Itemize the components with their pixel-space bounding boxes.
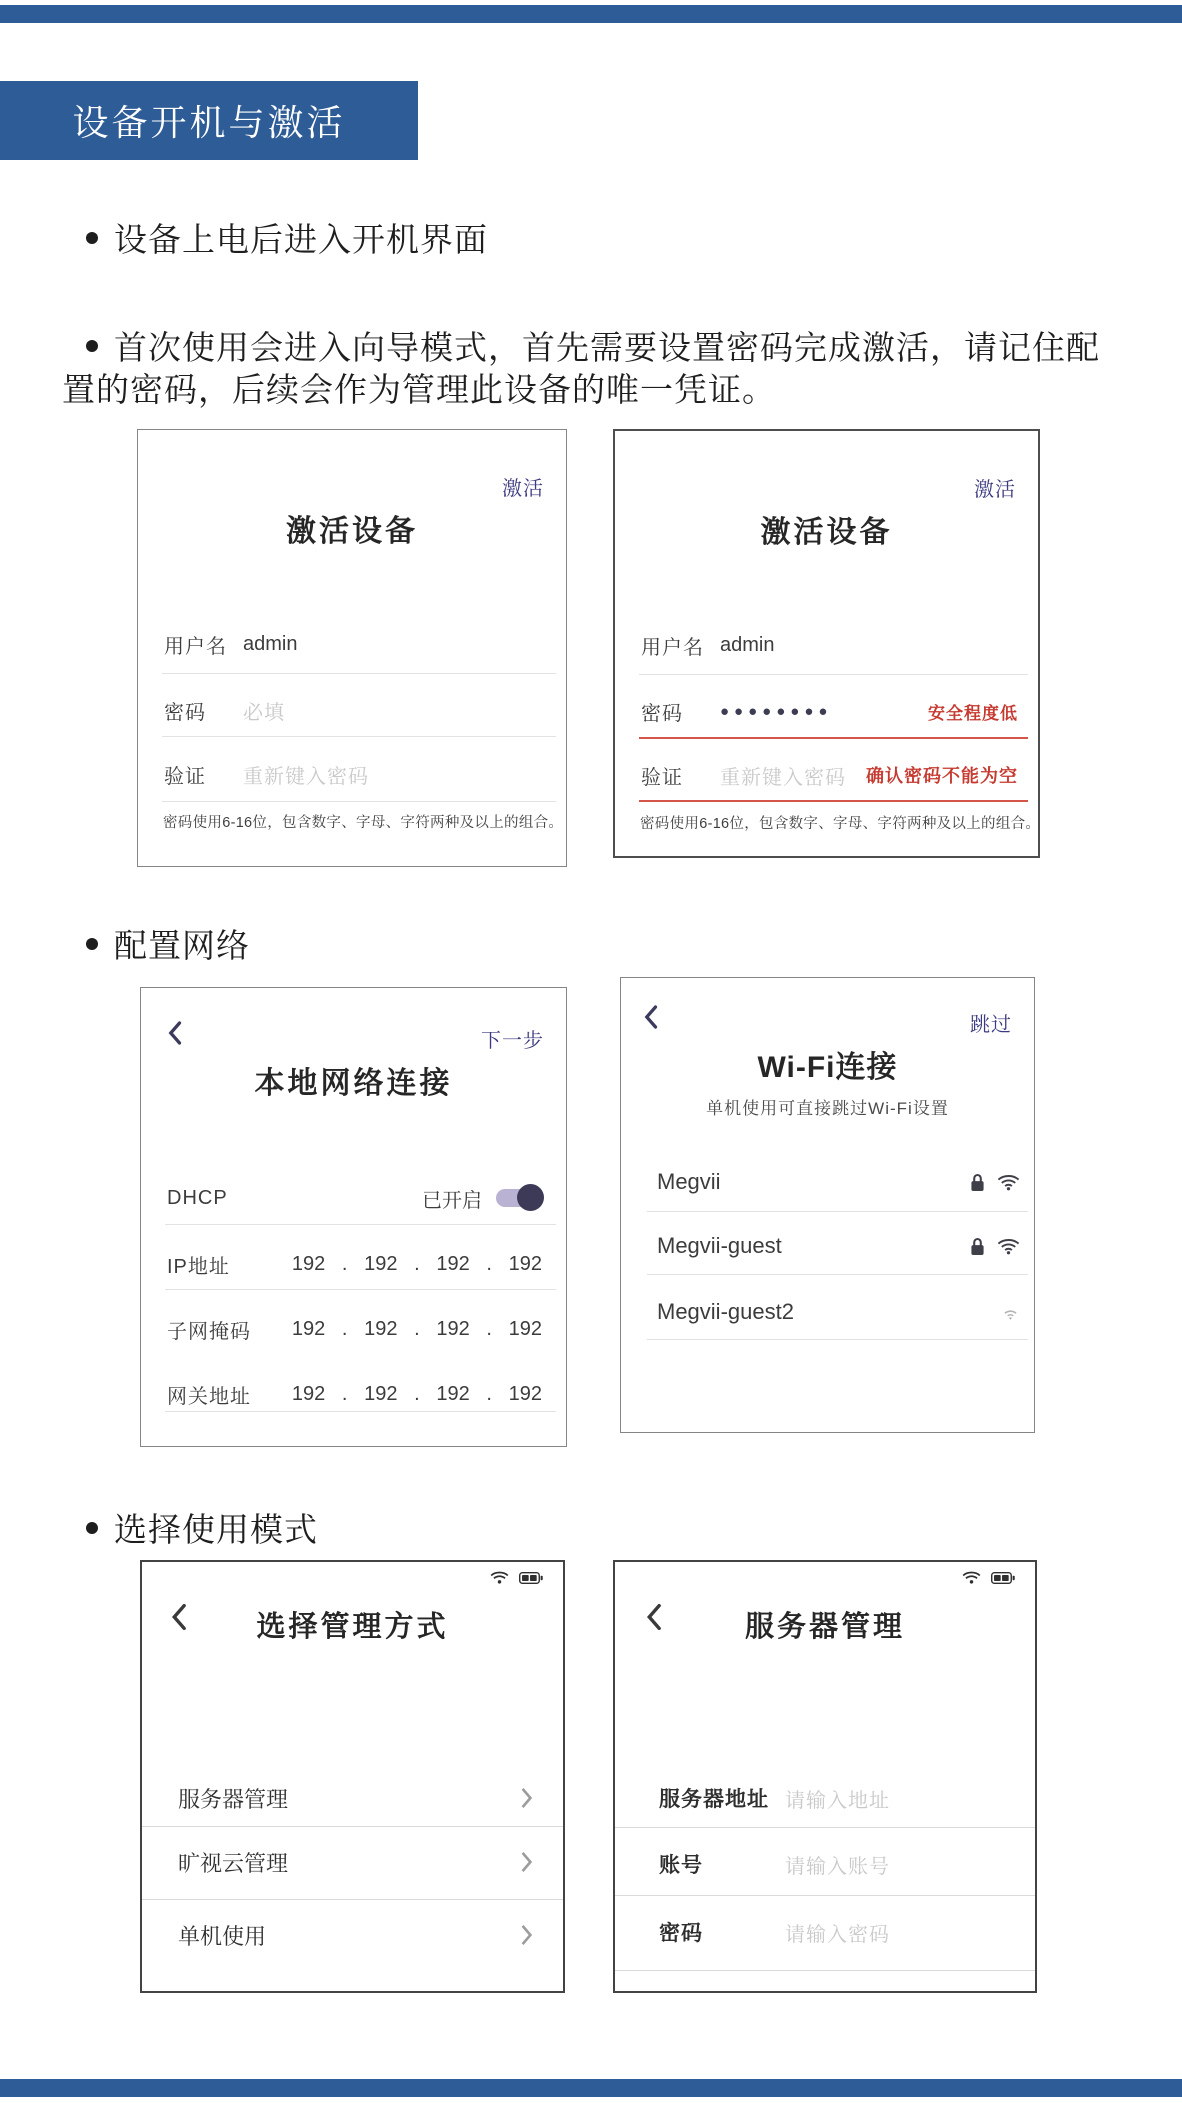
- username-row: [641, 627, 1018, 663]
- dhcp-toggle[interactable]: [496, 1189, 542, 1207]
- skip-button[interactable]: 跳过: [970, 1014, 1012, 1036]
- ip-row: [167, 1246, 542, 1282]
- subnet-label: 子网掩码: [167, 1320, 251, 1343]
- page-title: Wi-Fi连接: [757, 1051, 898, 1084]
- toggle-knob: [517, 1184, 544, 1211]
- chevron-right-icon: [520, 1786, 533, 1810]
- username-label: 用户名: [164, 635, 227, 658]
- wifi-network-row[interactable]: [657, 1228, 1020, 1264]
- server-address-row: [659, 1780, 1011, 1816]
- dhcp-label: DHCP: [167, 1186, 228, 1209]
- account-field[interactable]: 请输入账号: [785, 1855, 890, 1878]
- server-address-field[interactable]: 请输入地址: [785, 1789, 890, 1812]
- row-divider: [615, 1827, 1035, 1828]
- mode-item-label: 旷视云管理: [178, 1850, 289, 1876]
- mode-item-label: 服务器管理: [178, 1786, 289, 1812]
- subnet-row: [167, 1311, 542, 1347]
- wifi-ssid: Megvii-guest2: [657, 1299, 794, 1324]
- verify-row: [641, 757, 1018, 793]
- wifi-subtitle: 单机使用可直接跳过Wi-Fi设置: [706, 1099, 949, 1118]
- section-title: 设备开机与激活: [72, 102, 346, 143]
- page-title: 服务器管理: [744, 1611, 905, 1643]
- row-divider: [165, 1224, 556, 1225]
- gateway-label: 网关地址: [167, 1385, 251, 1408]
- row-divider: [162, 736, 556, 737]
- password-label: 密码: [641, 702, 683, 725]
- dhcp-row: [167, 1180, 542, 1216]
- verify-row: [164, 756, 542, 792]
- battery-icon: [519, 1571, 543, 1585]
- page-title: 选择管理方式: [256, 1611, 449, 1643]
- password-value-masked[interactable]: ●●●●●●●●: [720, 702, 833, 720]
- bullet-power-on-text: 设备上电后进入开机界面: [114, 221, 488, 258]
- back-button[interactable]: [167, 1020, 182, 1046]
- screenshot-activation-filled: [613, 429, 1040, 858]
- activate-button[interactable]: 激活: [974, 479, 1016, 501]
- username-value[interactable]: admin: [243, 632, 298, 655]
- gateway-row: [167, 1376, 542, 1412]
- wifi-ssid: Megvii-guest: [657, 1233, 782, 1258]
- row-divider: [165, 1289, 556, 1290]
- chevron-left-icon: [171, 1023, 180, 1043]
- bullet-select-mode: [86, 1504, 318, 1551]
- password-row: [164, 692, 542, 728]
- bullet-dot: [86, 938, 98, 950]
- wifi-network-row[interactable]: [657, 1294, 1020, 1330]
- section-title-badge: [0, 81, 418, 160]
- bullet-configure-network: [86, 920, 250, 967]
- battery-icon: [991, 1571, 1015, 1585]
- row-divider-error: [639, 737, 1028, 739]
- verify-field[interactable]: 重新键入密码: [720, 766, 846, 789]
- row-divider: [647, 1274, 1028, 1275]
- row-divider: [647, 1339, 1028, 1340]
- chevron-right-icon: [520, 1850, 533, 1874]
- screenshot-wifi: [620, 977, 1035, 1433]
- row-divider: [142, 1826, 563, 1827]
- lock-icon: [970, 1173, 985, 1192]
- password-rule-note: 密码使用6-16位，包含数字、字母、字符两种及以上的组合。: [163, 815, 564, 831]
- bullet-select-mode-text: 选择使用模式: [114, 1511, 318, 1548]
- bullet-dot: [86, 232, 98, 244]
- server-password-label: 密码: [659, 1922, 703, 1945]
- activate-button[interactable]: 激活: [502, 478, 544, 500]
- wifi-ssid: Megvii: [657, 1169, 721, 1194]
- row-divider: [142, 1899, 563, 1900]
- page-title: 激活设备: [760, 516, 893, 549]
- wifi-status-icon: [962, 1570, 981, 1585]
- password-row: [641, 693, 1018, 729]
- page-title: 激活设备: [286, 515, 418, 548]
- next-step-button[interactable]: 下一步: [481, 1030, 544, 1052]
- bullet-wizard-text-line1: 首次使用会进入向导模式，首先需要设置密码完成激活，请记住配: [114, 329, 1100, 366]
- screenshot-local-network: [140, 987, 567, 1447]
- screenshot-server-management: [613, 1560, 1037, 1993]
- row-divider-error: [639, 800, 1028, 802]
- verify-label: 验证: [164, 765, 206, 788]
- row-divider: [647, 1211, 1028, 1212]
- password-strength-warning: 安全程度低: [928, 703, 1018, 723]
- top-accent-bar: [0, 5, 1182, 23]
- subnet-value[interactable]: 192 . 192 . 192 . 192: [291, 1317, 542, 1340]
- page-title: 本地网络连接: [254, 1067, 453, 1100]
- mode-item-cloud[interactable]: [178, 1844, 533, 1880]
- bottom-accent-bar: [0, 2079, 1182, 2097]
- verify-error: 确认密码不能为空: [866, 766, 1018, 786]
- bullet-configure-network-text: 配置网络: [114, 927, 250, 964]
- mode-item-standalone[interactable]: [178, 1917, 533, 1953]
- username-value[interactable]: admin: [720, 633, 775, 656]
- mode-item-label: 单机使用: [178, 1923, 267, 1949]
- status-bar: [962, 1570, 1015, 1585]
- row-divider: [162, 673, 556, 674]
- account-row: [659, 1846, 1011, 1882]
- password-row: [659, 1914, 1011, 1950]
- chevron-right-icon: [520, 1923, 533, 1947]
- row-divider: [639, 674, 1028, 675]
- status-bar: [490, 1570, 543, 1585]
- gateway-value[interactable]: 192 . 192 . 192 . 192: [291, 1382, 542, 1405]
- bullet-dot: [86, 1522, 98, 1534]
- wifi-weak-icon: [1001, 1305, 1020, 1320]
- ip-label: IP地址: [167, 1255, 230, 1278]
- server-address-label: 服务器地址: [659, 1788, 769, 1811]
- password-rule-note: 密码使用6-16位，包含数字、字母、字符两种及以上的组合。: [640, 816, 1041, 832]
- row-divider: [615, 1895, 1035, 1896]
- wifi-network-row[interactable]: [657, 1164, 1020, 1200]
- bullet-dot: [86, 340, 98, 352]
- account-label: 账号: [659, 1854, 703, 1877]
- row-divider: [615, 1970, 1035, 1971]
- username-label: 用户名: [641, 636, 704, 659]
- row-divider: [162, 801, 556, 802]
- password-field[interactable]: 必填: [243, 701, 285, 724]
- verify-label: 验证: [641, 766, 683, 789]
- password-label: 密码: [164, 701, 206, 724]
- server-password-field[interactable]: 请输入密码: [785, 1923, 890, 1946]
- verify-field[interactable]: 重新键入密码: [243, 765, 369, 788]
- back-button[interactable]: [643, 1004, 658, 1030]
- screenshot-mode-select: [140, 1560, 565, 1993]
- lock-icon: [970, 1237, 985, 1256]
- wifi-icon: [997, 1237, 1020, 1255]
- chevron-left-icon: [647, 1007, 656, 1027]
- username-row: [164, 626, 542, 662]
- wifi-status-icon: [490, 1570, 509, 1585]
- row-divider: [165, 1411, 556, 1412]
- wifi-icon: [997, 1173, 1020, 1191]
- bullet-power-on: [86, 214, 488, 261]
- dhcp-status: 已开启: [422, 1189, 482, 1212]
- ip-value[interactable]: 192 . 192 . 192 . 192: [291, 1252, 542, 1275]
- screenshot-activation-blank: [137, 429, 567, 867]
- bullet-wizard-line1: [86, 322, 1100, 369]
- bullet-wizard-line2: 置的密码，后续会作为管理此设备的唯一凭证。: [62, 371, 776, 408]
- mode-item-server[interactable]: [178, 1780, 533, 1816]
